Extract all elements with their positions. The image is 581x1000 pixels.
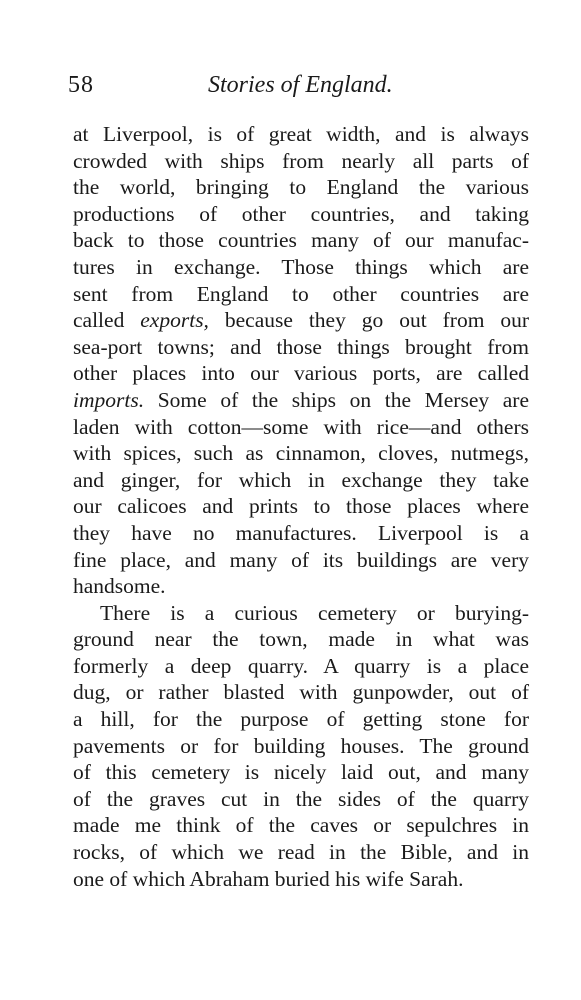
text-segment: handsome.: [73, 574, 166, 599]
text-line: [73, 520, 529, 547]
text-segment: sea-port towns; and those things brought from: [73, 334, 529, 359]
text-segment: productions of other countries, and taking: [73, 201, 529, 226]
text-line: [73, 148, 529, 175]
text-segment: There is a curious cemetery or burying-: [100, 600, 529, 625]
text-line: [73, 360, 529, 387]
text-line: [73, 679, 529, 706]
text-segment: Some of the ships on the Mersey are: [144, 387, 529, 412]
text-segment: made me think of the caves or sepulchres in: [73, 813, 529, 838]
text-line: [73, 573, 529, 600]
text-line: [73, 387, 529, 414]
text-segment: rocks, of which we read in the Bible, and in: [73, 840, 529, 865]
text-line: [73, 307, 529, 334]
text-line: [73, 600, 529, 627]
text-segment: crowded with ships from nearly all parts of: [73, 148, 529, 173]
text-segment: other places into our various ports, are called: [73, 361, 529, 386]
text-line: [73, 786, 529, 813]
text-segment: they have no manufactures. Liverpool is a: [73, 520, 529, 545]
text-line: [73, 866, 529, 893]
text-line: [73, 254, 529, 281]
text-segment: laden with cotton—some with rice—and others: [73, 414, 529, 439]
text-segment: the world, bringing to England the various: [73, 175, 529, 200]
text-line: [73, 281, 529, 308]
text-line: [73, 227, 529, 254]
running-head: [68, 72, 528, 106]
text-line: [73, 626, 529, 653]
text-segment: sent from England to other countries are: [73, 281, 529, 306]
italic-term: imports.: [73, 387, 145, 412]
italic-term: exports,: [140, 308, 209, 333]
text-line: [73, 812, 529, 839]
text-segment: called: [73, 308, 141, 333]
text-line: [73, 414, 529, 441]
text-segment: a hill, for the purpose of getting stone for: [73, 707, 529, 732]
text-segment: of the graves cut in the sides of the quarry: [73, 786, 529, 811]
text-line: [73, 547, 529, 574]
text-segment: with spices, such as cinnamon, cloves, nutmegs,: [73, 441, 529, 466]
text-line: [73, 334, 529, 361]
text-line: [73, 201, 529, 228]
text-line: [73, 733, 529, 760]
text-line: [73, 493, 529, 520]
text-segment: our calicoes and prints to those places where: [73, 494, 529, 519]
text-segment: and ginger, for which in exchange they take: [73, 467, 529, 492]
text-segment: dug, or rather blasted with gunpowder, out of: [73, 680, 529, 705]
body-text: [73, 121, 529, 892]
text-line: [73, 839, 529, 866]
text-segment: back to those countries many of our manufac-: [73, 228, 529, 253]
text-segment: formerly a deep quarry. A quarry is a place: [73, 653, 529, 678]
text-segment: ground near the town, made in what was: [73, 627, 529, 652]
text-line: [73, 653, 529, 680]
text-segment: at Liverpool, is of great width, and is always: [73, 122, 529, 146]
text-line: [73, 174, 529, 201]
text-line: [73, 467, 529, 494]
text-line: [73, 759, 529, 786]
text-line: [73, 706, 529, 733]
page-number: 58: [68, 72, 94, 98]
running-title: Stories of England.: [208, 72, 393, 98]
text-segment: tures in exchange. Those things which are: [73, 254, 529, 279]
text-line: [73, 440, 529, 467]
text-segment: of this cemetery is nicely laid out, and many: [73, 760, 529, 785]
text-segment: one of which Abraham buried his wife Sarah.: [73, 866, 464, 891]
text-line: [73, 121, 529, 148]
text-segment: because they go out from our: [208, 308, 530, 333]
text-segment: fine place, and many of its buildings are very: [73, 547, 529, 572]
text-segment: pavements or for building houses. The ground: [73, 733, 529, 758]
